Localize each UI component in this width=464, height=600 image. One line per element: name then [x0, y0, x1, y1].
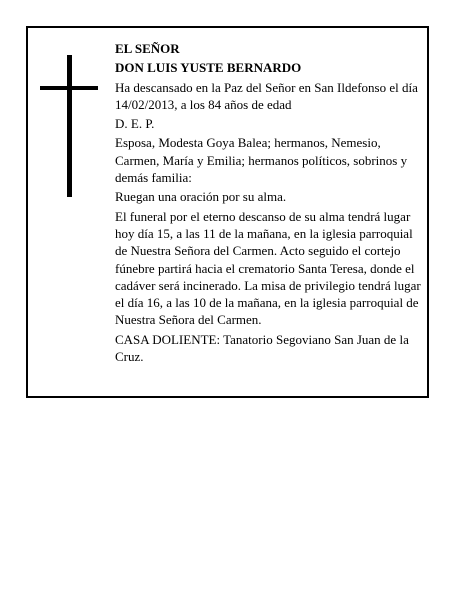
death-statement: Ha descansado en la Paz del Señor en San Ildefonso el día 14/02/2013, a los 84 años de edad [115, 79, 418, 112]
family-list: Esposa, Modesta Goya Balea; hermanos, Nemesio, Carmen, María y Emilia; hermanos políticos, sobrinos y demás familia: [115, 135, 408, 186]
notice-text [115, 40, 423, 367]
funeral-home: CASA DOLIENTE: Tanatorio Segoviano San Juan de la Cruz. [115, 331, 409, 365]
cross-horizontal-bar [40, 86, 98, 90]
rip-text: D. E. P. [115, 116, 155, 132]
title-line-1: EL SEÑOR [115, 41, 180, 56]
deceased-name: DON LUIS YUSTE BERNARDO [115, 60, 302, 76]
ceremony-details: El funeral por el eterno descanso de su alma tendrá lugar hoy día 15, a las 11 de la mañana, en la iglesia parroquial de Nuestra Señora del Carmen. Acto seguido el cortejo fúnebre partirá hacia el crematorio Santa Teresa, donde el cadáver será incinerado. La misa de privilegio tendrá lugar el día 16, a las 10 de la mañana, en la iglesia parroquial de Nuestra Señora del Carmen. [115, 208, 421, 328]
obituary-notice [26, 26, 429, 398]
cross-vertical-bar [67, 55, 72, 197]
prayer-request: Ruegan una oración por su alma. [115, 189, 287, 205]
